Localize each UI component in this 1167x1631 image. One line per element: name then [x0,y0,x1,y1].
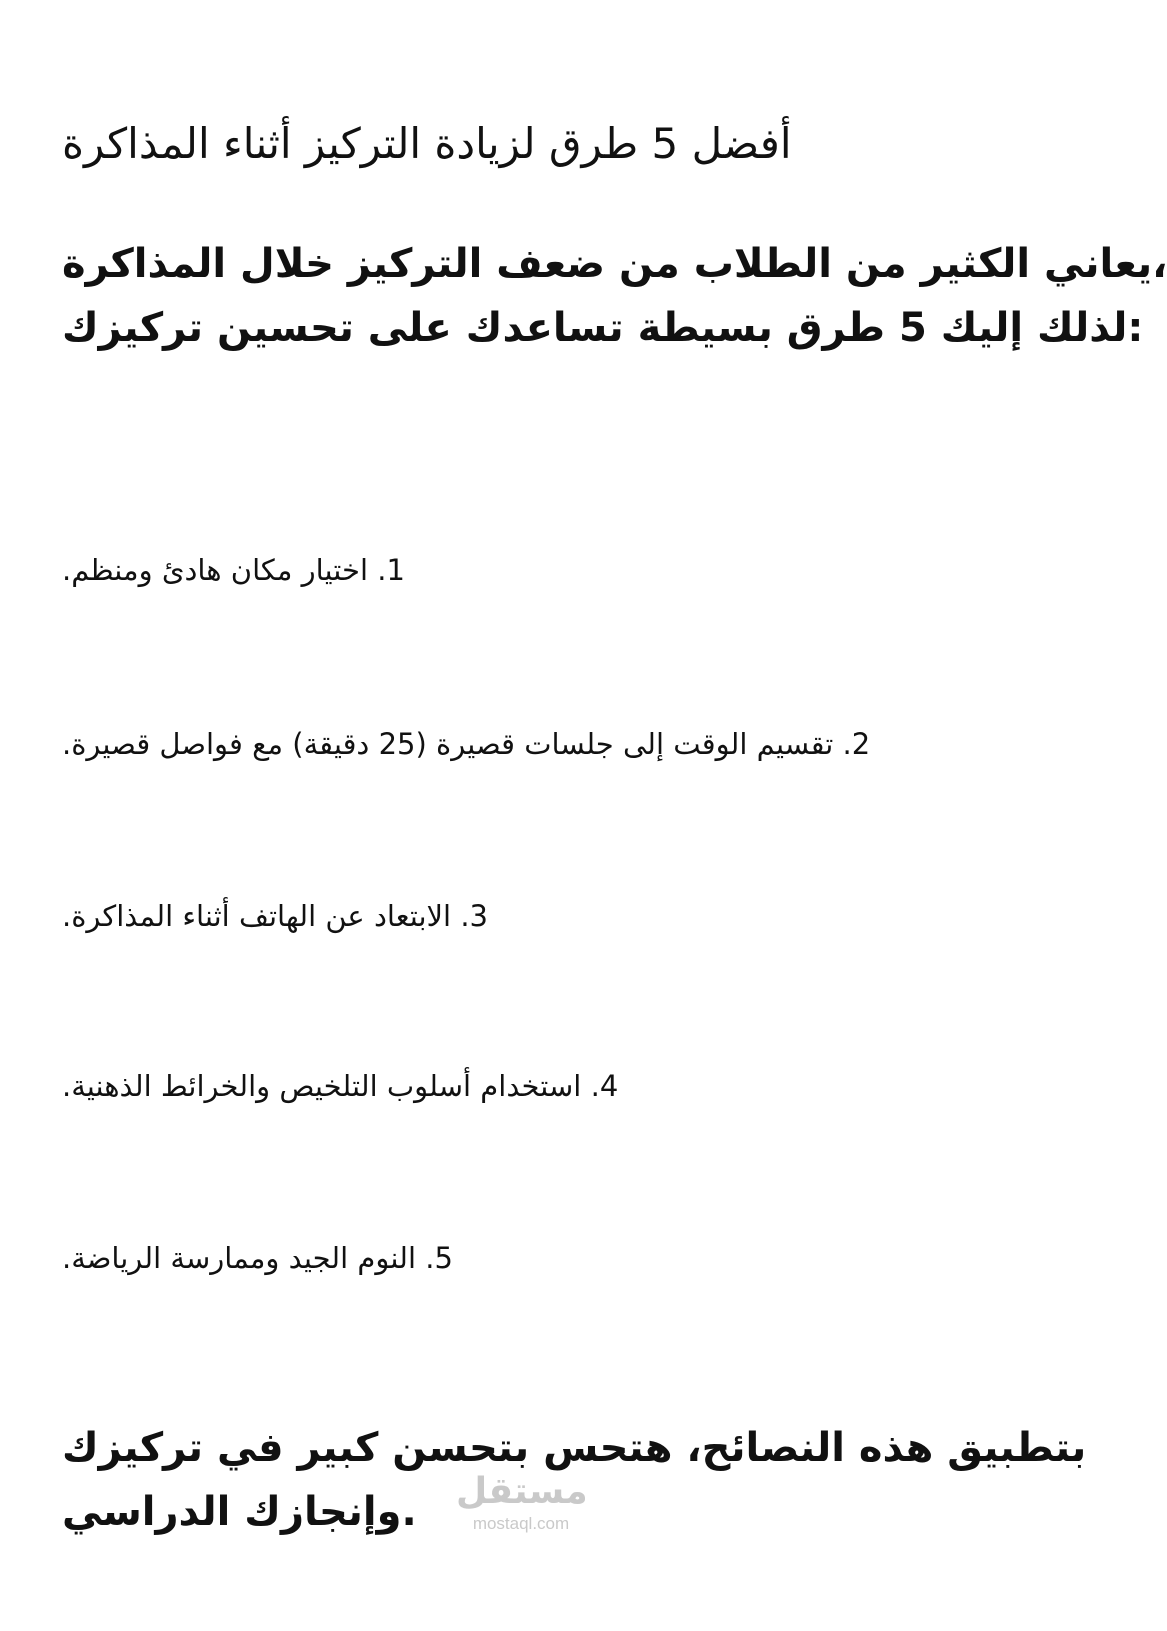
list-item [62,1236,1012,1280]
mostaql-watermark [456,1470,586,1534]
list-item-number: 4. [590,1069,619,1103]
list-item-text: تقسيم الوقت إلى جلسات قصيرة (25 دقيقة) مع فواصل قصيرة. [62,727,834,761]
list-item-text: استخدام أسلوب التلخيص والخرائط الذهنية. [62,1069,582,1103]
list-item-text: اختيار مكان هادئ ومنظم. [62,553,369,587]
closing-line-2: وإنجازك الدراسي. [62,1489,417,1535]
list-item-text: الابتعاد عن الهاتف أثناء المذاكرة. [62,899,452,933]
list-item [62,1064,1012,1108]
intro-paragraph [62,232,1167,360]
list-item-text: النوم الجيد وممارسة الرياضة. [62,1241,417,1275]
watermark-domain-text: mostaql.com [472,1514,570,1533]
closing-line-1: بتطبيق هذه النصائح، هتحس بتحسن كبير في تركيزك [62,1425,1087,1471]
list-item-number: 3. [460,899,488,933]
list-item [62,722,1012,766]
list-item [62,548,1012,592]
document-title: أفضل 5 طرق لزيادة التركيز أثناء المذاكرة [62,119,792,168]
list-item [62,894,1012,938]
intro-line-2: لذلك إليك 5 طرق بسيطة تساعدك على تحسين تركيزك: [62,305,1144,351]
watermark-arabic-text: مستقل [456,1471,588,1512]
intro-line-1: يعاني الكثير من الطلاب من ضعف التركيز خلال المذاكرة، [62,241,1167,287]
list-item-number: 2. [842,727,871,761]
list-item-number: 5. [425,1241,453,1275]
list-item-number: 1. [377,553,405,587]
